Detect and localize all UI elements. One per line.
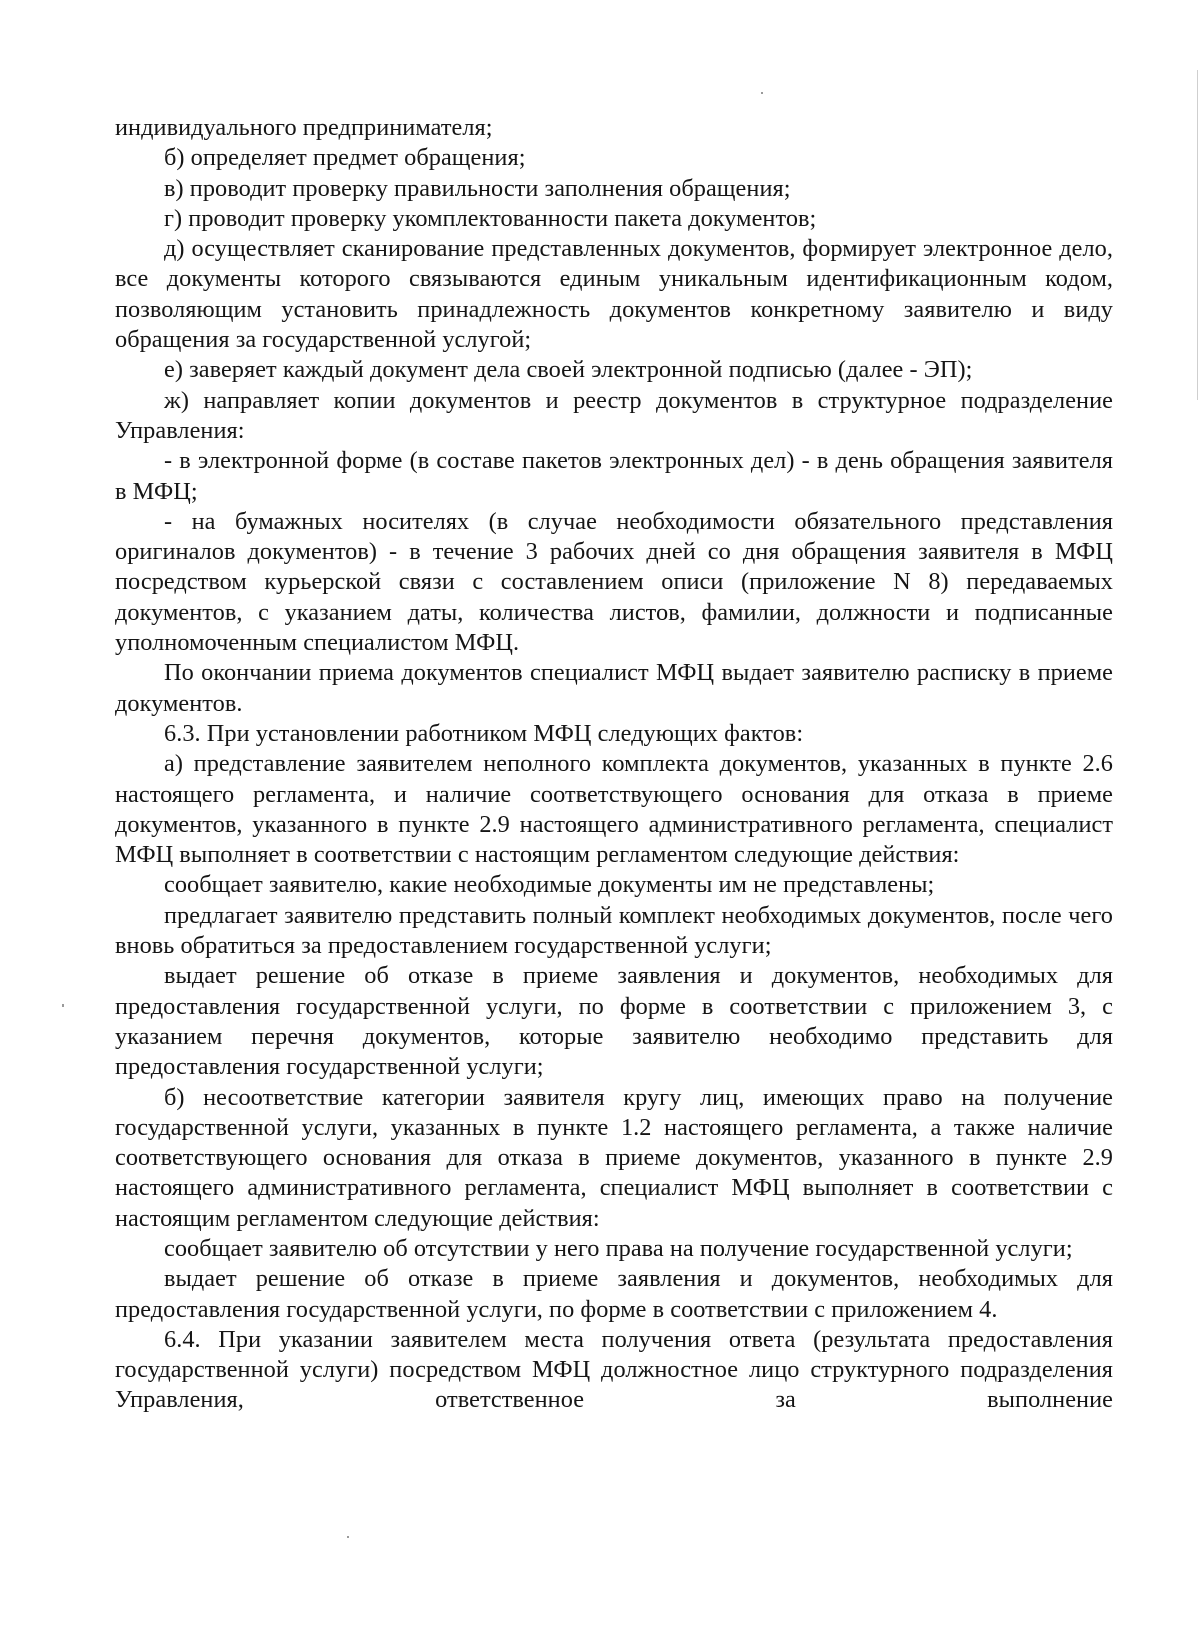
paragraph-3: в) проводит проверку правильности заполнения обращения; xyxy=(164,174,791,202)
paragraph-2: б) определяет предмет обращения; xyxy=(164,144,526,172)
scan-speck xyxy=(62,1004,64,1007)
paragraph-13: сообщает заявителю, какие необходимые документы им не представлены; xyxy=(164,871,935,899)
paragraph-12: а) представление заявителем неполного комплекта документов, указанных в пункте 2.6 настоящего регламента, и наличие соответствующего основания для отказа в приеме документов, указанного в пункте 2.9 настоящего административного регламента, специалист МФЦ выполняет в соответствии с настоящим регламентом следующие действия: xyxy=(115,750,1113,869)
paragraph-18: выдает решение об отказе в приеме заявления и документов, необходимых для предоставления государственной услуги, по форме в соответствии с приложением 4. xyxy=(115,1265,1113,1323)
paragraph-10: По окончании приема документов специалист МФЦ выдает заявителю расписку в приеме документов. xyxy=(115,659,1113,717)
paragraph-8: - в электронной форме (в составе пакетов электронных дел) - в день обращения заявителя в МФЦ; xyxy=(115,447,1113,505)
paragraph-15: выдает решение об отказе в приеме заявления и документов, необходимых для предоставления государственной услуги, по форме в соответствии с приложением 3, с указанием перечня документов, которые заявителю необходимо представить для предоставления государственной услуги; xyxy=(115,962,1113,1081)
document-text xyxy=(115,113,1113,1416)
paragraph-4: г) проводит проверку укомплектованности пакета документов; xyxy=(164,204,817,232)
scan-edge-line xyxy=(1197,70,1198,400)
paragraph-17: сообщает заявителю об отсутствии у него права на получение государственной услуги; xyxy=(164,1234,1073,1262)
paragraph-11: 6.3. При установлении работником МФЦ следующих фактов: xyxy=(164,719,804,747)
paragraph-9: - на бумажных носителях (в случае необходимости обязательного представления оригиналов документов) - в течение 3 рабочих дней со дня обращения заявителя в МФЦ посредством курьерской связи с составлением описи (приложение N 8) передаваемых документов, с указанием даты, количества листов, фамилии, должности и подписанные уполномоченным специалистом МФЦ. xyxy=(115,507,1113,657)
paragraph-16: б) несоответствие категории заявителя кругу лиц, имеющих право на получение государственной услуги, указанных в пункте 1.2 настоящего регламента, а также наличие соответствующего основания для отказа в приеме документов, указанного в пункте 2.9 настоящего административного регламента, специалист МФЦ выполняет в соответствии с настоящим регламентом следующие действия: xyxy=(115,1083,1113,1232)
paragraph-7: ж) направляет копии документов и реестр документов в структурное подразделение Управления: xyxy=(115,386,1113,444)
paragraph-6: е) заверяет каждый документ дела своей электронной подписью (далее - ЭП); xyxy=(164,356,973,384)
scan-speck xyxy=(761,92,763,94)
paragraph-1: индивидуального предпринимателя; xyxy=(115,114,493,141)
paragraph-19: 6.4. При указании заявителем места получения ответа (результата предоставления государственной услуги) посредством МФЦ должностное лицо структурного подразделения Управления, ответственное за выполнение xyxy=(115,1325,1113,1414)
paragraph-5: д) осуществляет сканирование представленных документов, формирует электронное дело, все документы которого связываются единым уникальным идентификационным кодом, позволяющим установить принадлежность документов конкретному заявителю и виду обращения за государственной услугой; xyxy=(115,235,1113,354)
paragraph-14: предлагает заявителю представить полный комплект необходимых документов, после чего вновь обратиться за предоставлением государственной услуги; xyxy=(115,901,1113,960)
scan-speck xyxy=(347,1536,349,1538)
